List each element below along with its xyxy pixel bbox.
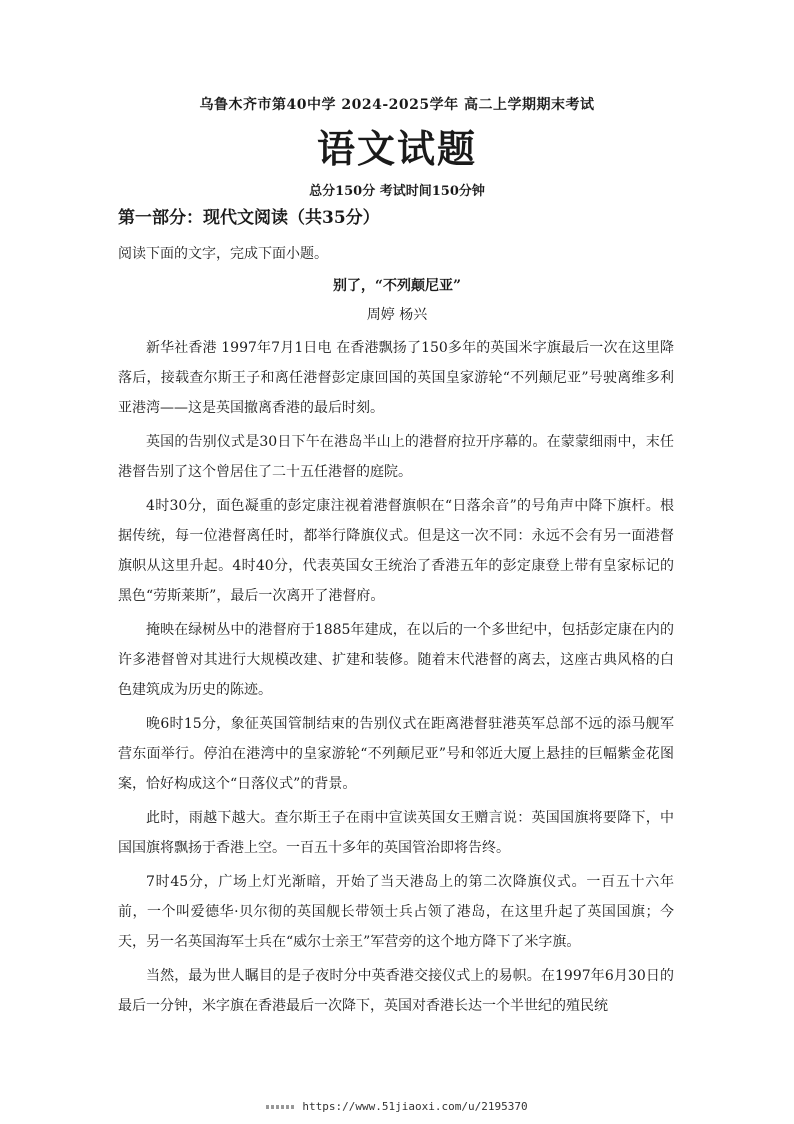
- page-title: 语文试题: [316, 126, 477, 171]
- watermark-icon: [266, 1105, 296, 1109]
- article-paragraph: 4时30分，面色凝重的彭定康注视着港督旗帜在“日落余音”的号角声中降下旗杆。根据传统，每一位港督离任时，都举行降旗仪式。但是这一次不同：永远不会有另一面港督旗帜从这里升起。4时40分，代表英国女王统治了香港五年的彭定康登上带有皇家标记的黑色“劳斯莱斯”，最后一次离开了港督府。: [118, 498, 674, 604]
- footer-url[interactable]: https://www.51jiaoxi.com/u/2195370: [302, 1100, 528, 1113]
- article-paragraph: 当然，最为世人瞩目的是子夜时分中英香港交接仪式上的易帜。在1997年6月30日的 最后一分钟，米字旗在香港最后一次降下，英国对香港长达一个半世纪的殖民统: [118, 968, 674, 1014]
- section-heading: 第一部分：现代文阅读（共35分）: [118, 208, 380, 228]
- article-body: [118, 333, 674, 1021]
- footer-watermark: [0, 1100, 794, 1113]
- article-paragraph: 英国的告别仪式是30日下午在港岛半山上的港督府拉开序幕的。在蒙蒙细雨中，末任港督告别了这个曾居住了二十五任港督的庭院。: [118, 434, 674, 480]
- article-paragraph: 掩映在绿树丛中的港督府于1885年建成，在以后的一个多世纪中，包括彭定康在内的许多港督曾对其进行大规模改建、扩建和装修。随着末代港督的离去，这座古典风格的白色建筑成为历史的陈迹。: [118, 622, 674, 698]
- article-title: 别了，“不列颠尼亚”: [332, 278, 462, 294]
- section-instruction: 阅读下面的文字，完成下面小题。: [118, 246, 328, 262]
- exam-info: 总分150分 考试时间150分钟: [309, 184, 485, 199]
- article-paragraph: 新华社香港 1997年7月1日电 在香港飘扬了150多年的英国米字旗最后一次在这里降落后，接载查尔斯王子和离任港督彭定康回国的英国皇家游轮“不列颠尼亚”号驶离维多利亚港湾——这是英国撤离香港的最后时刻。: [118, 340, 674, 416]
- article-paragraph: 7时45分，广场上灯光渐暗，开始了当天港岛上的第二次降旗仪式。一百五十六年前，一个叫爱德华·贝尔彻的英国舰长带领士兵占领了港岛，在这里升起了英国国旗；今天，另一名英国海军士兵在“威尔士亲王”军营旁的这个地方降下了米字旗。: [118, 874, 674, 950]
- article-paragraph: 晚6时15分，象征英国管制结束的告别仪式在距离港督驻港英军总部不远的添马舰军营东面举行。停泊在港湾中的皇家游轮“不列颠尼亚”号和邻近大厦上悬挂的巨幅紫金花图案，恰好构成这个“日落仪式”的背景。: [118, 716, 674, 792]
- school-exam-line: 乌鲁木齐市第40中学 2024-2025学年 高二上学期期末考试: [199, 97, 595, 113]
- article-authors: 周婷 杨兴: [366, 307, 428, 323]
- article-paragraph: 此时，雨越下越大。查尔斯王子在雨中宣读英国女王赠言说：英国国旗将要降下，中国国旗将飘扬于香港上空。一百五十多年的英国管治即将告终。: [118, 810, 674, 856]
